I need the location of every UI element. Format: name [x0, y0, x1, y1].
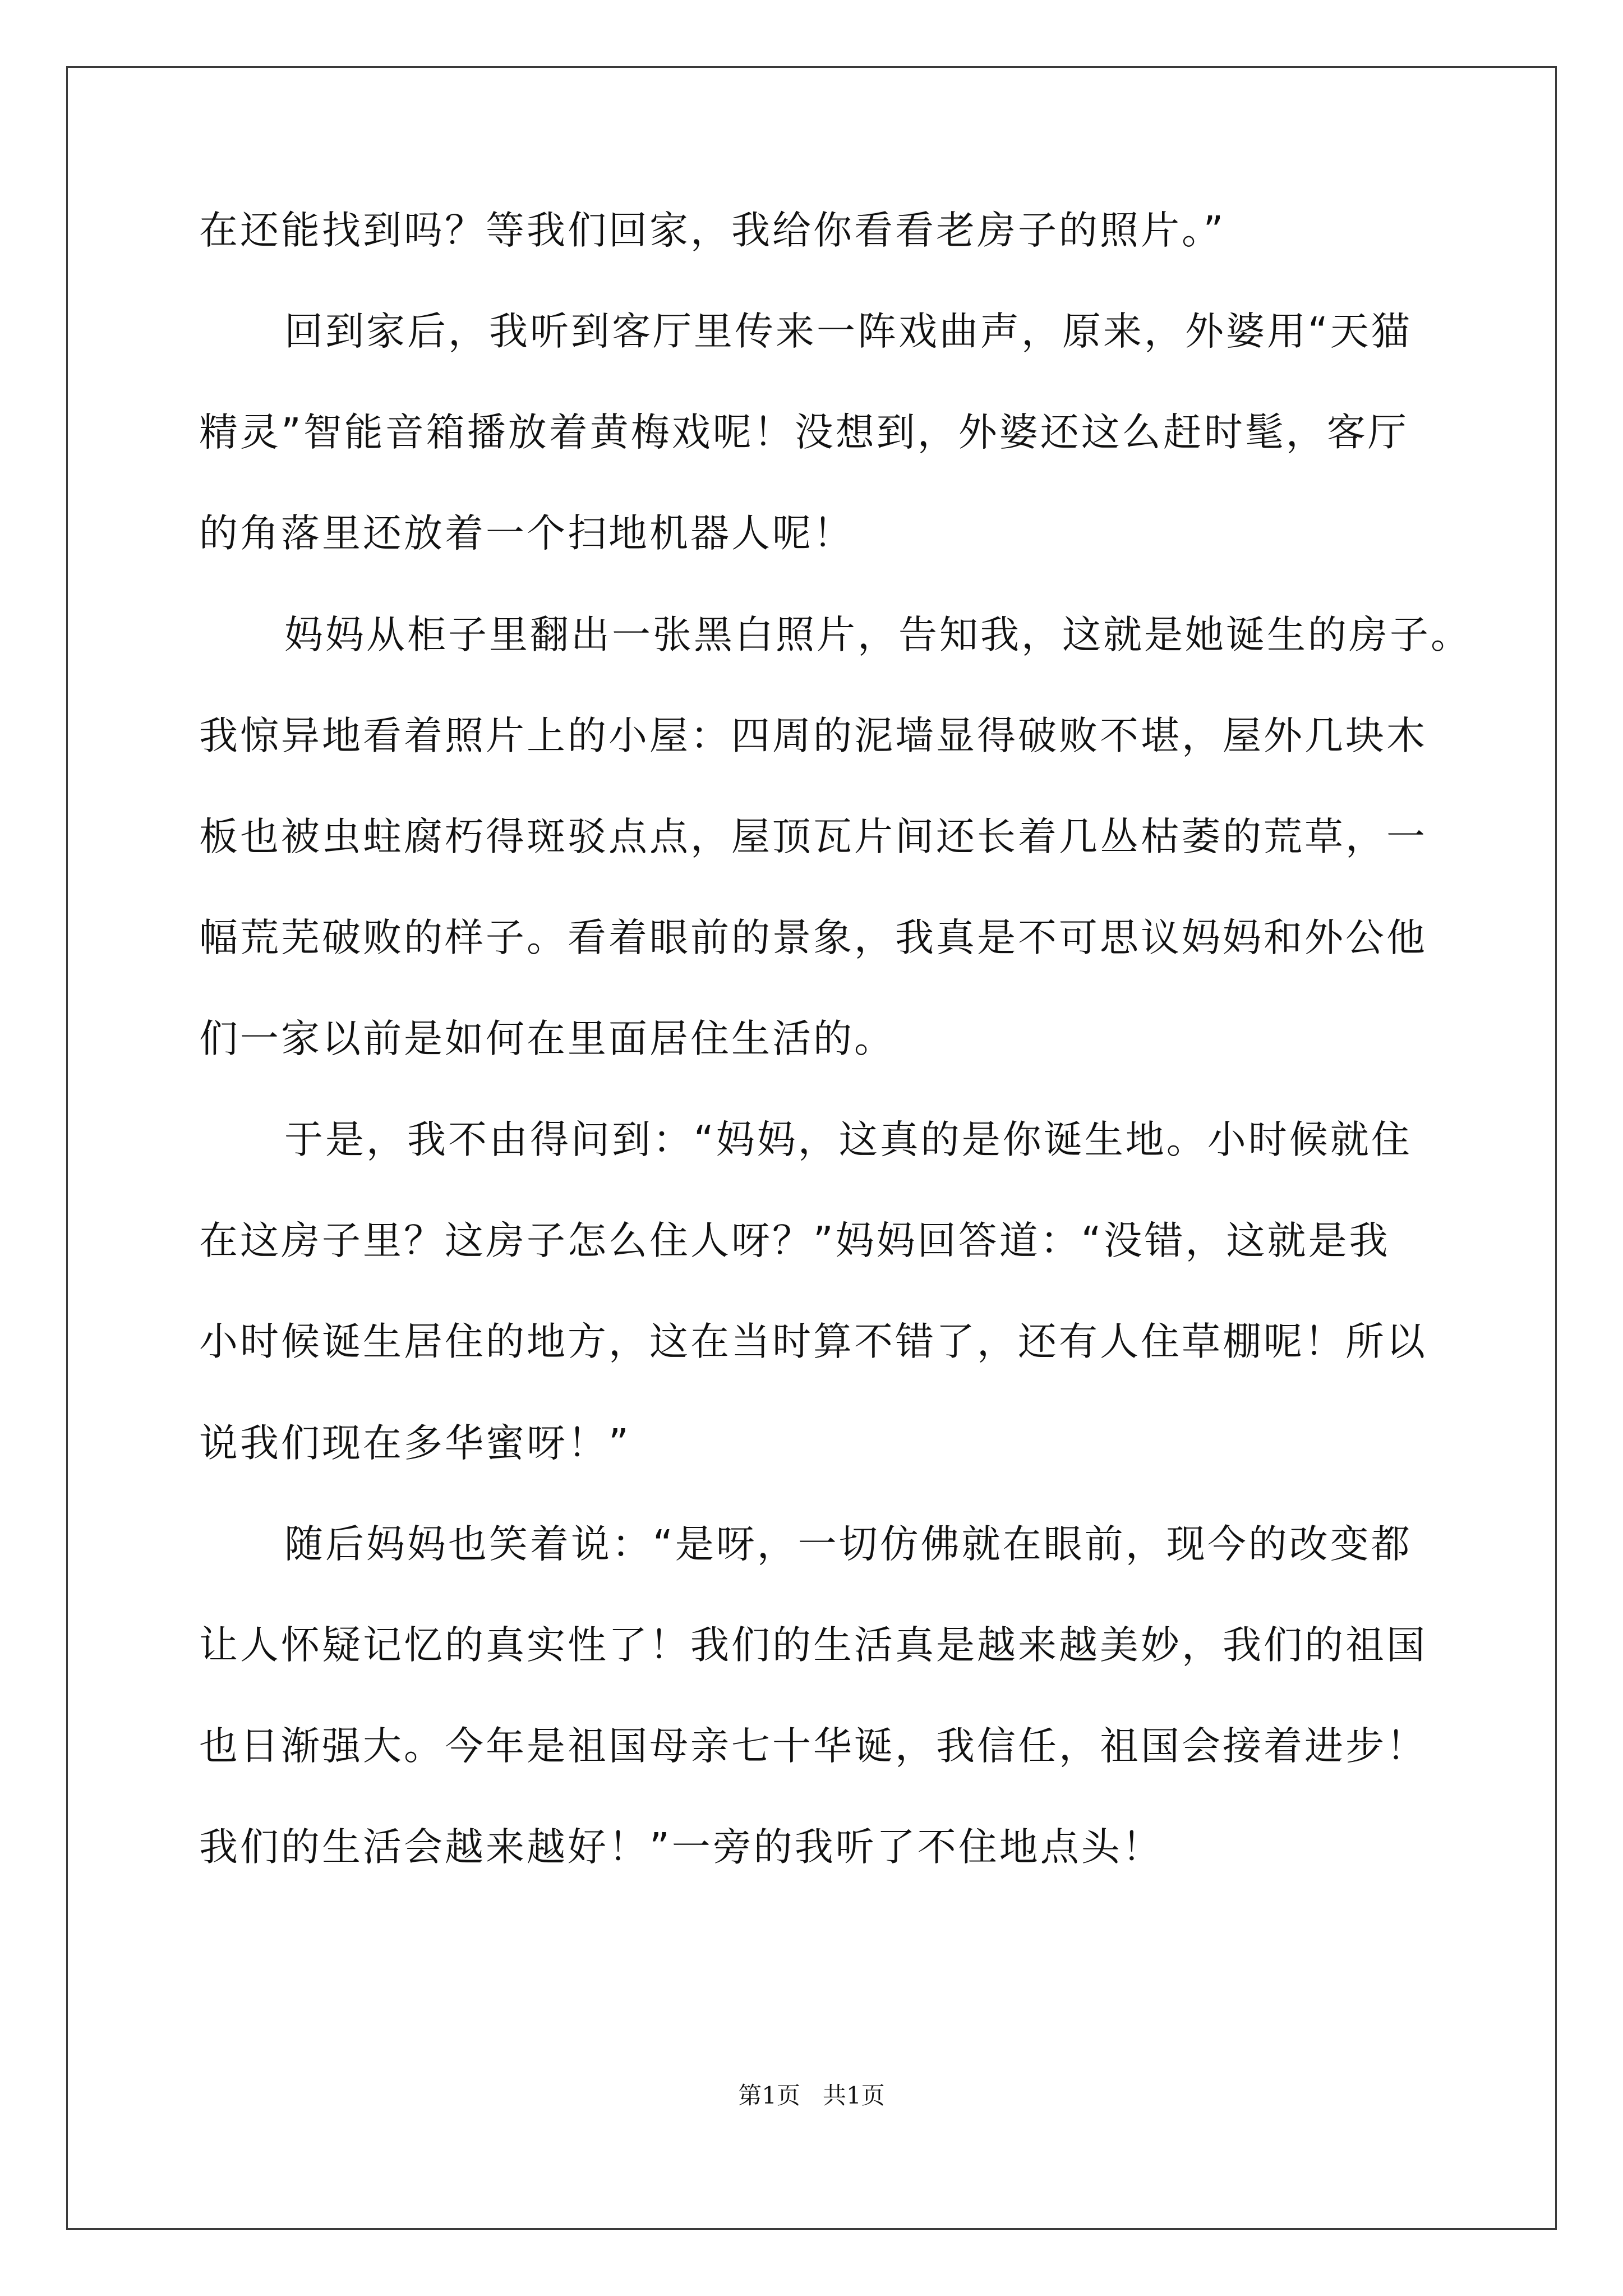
paragraph-first-line: 妈妈从柜子里翻出一张黑白照片，告知我，这就是她诞生的房子。: [284, 613, 1472, 657]
text-line: 在还能找到吗？等我们回家，我给你看看老房子的照片。”: [199, 208, 1226, 253]
text-line: 我惊异地看着照片上的小屋：四周的泥墙显得破败不堪，屋外几块木: [199, 714, 1427, 758]
text-line: 精灵”智能音箱播放着黄梅戏呢！没想到，外婆还这么赶时髦，客厅: [199, 410, 1409, 455]
text-line: 在这房子里？这房子怎么住人呀？”妈妈回答道：“没错，这就是我: [199, 1218, 1390, 1263]
text-line: 的角落里还放着一个扫地机器人呢！: [199, 511, 854, 556]
paragraph-first-line: 于是，我不由得问到：“妈妈，这真的是你诞生地。小时候就住: [284, 1117, 1412, 1162]
text-line: 也日渐强大。今年是祖国母亲七十华诞，我信任，祖国会接着进步！: [199, 1724, 1427, 1769]
text-line: 小时候诞生居住的地方，这在当时算不错了，还有人住草棚呢！所以: [199, 1319, 1427, 1364]
text-line: 让人怀疑记忆的真实性了！我们的生活真是越来越美妙，我们的祖国: [199, 1623, 1427, 1668]
page-number-footer: 第1页 共1页: [738, 2082, 885, 2109]
paragraph-first-line: 随后妈妈也笑着说：“是呀，一切仿佛就在眼前，现今的改变都: [284, 1522, 1412, 1567]
text-line: 我们的生活会越来越好！”一旁的我听了不住地点头！: [199, 1825, 1163, 1870]
text-line: 幅荒芜破败的样子。看着眼前的景象，我真是不可思议妈妈和外公他: [199, 915, 1427, 960]
text-line: 们一家以前是如何在里面居住生活的。: [199, 1016, 895, 1061]
text-line: 板也被虫蛀腐朽得斑驳点点，屋顶瓦片间还长着几丛枯萎的荒草，一: [199, 815, 1427, 859]
text-line: 说我们现在多华蜜呀！”: [199, 1421, 631, 1466]
paragraph-first-line: 回到家后，我听到客厅里传来一阵戏曲声，原来，外婆用“天猫: [284, 309, 1412, 354]
